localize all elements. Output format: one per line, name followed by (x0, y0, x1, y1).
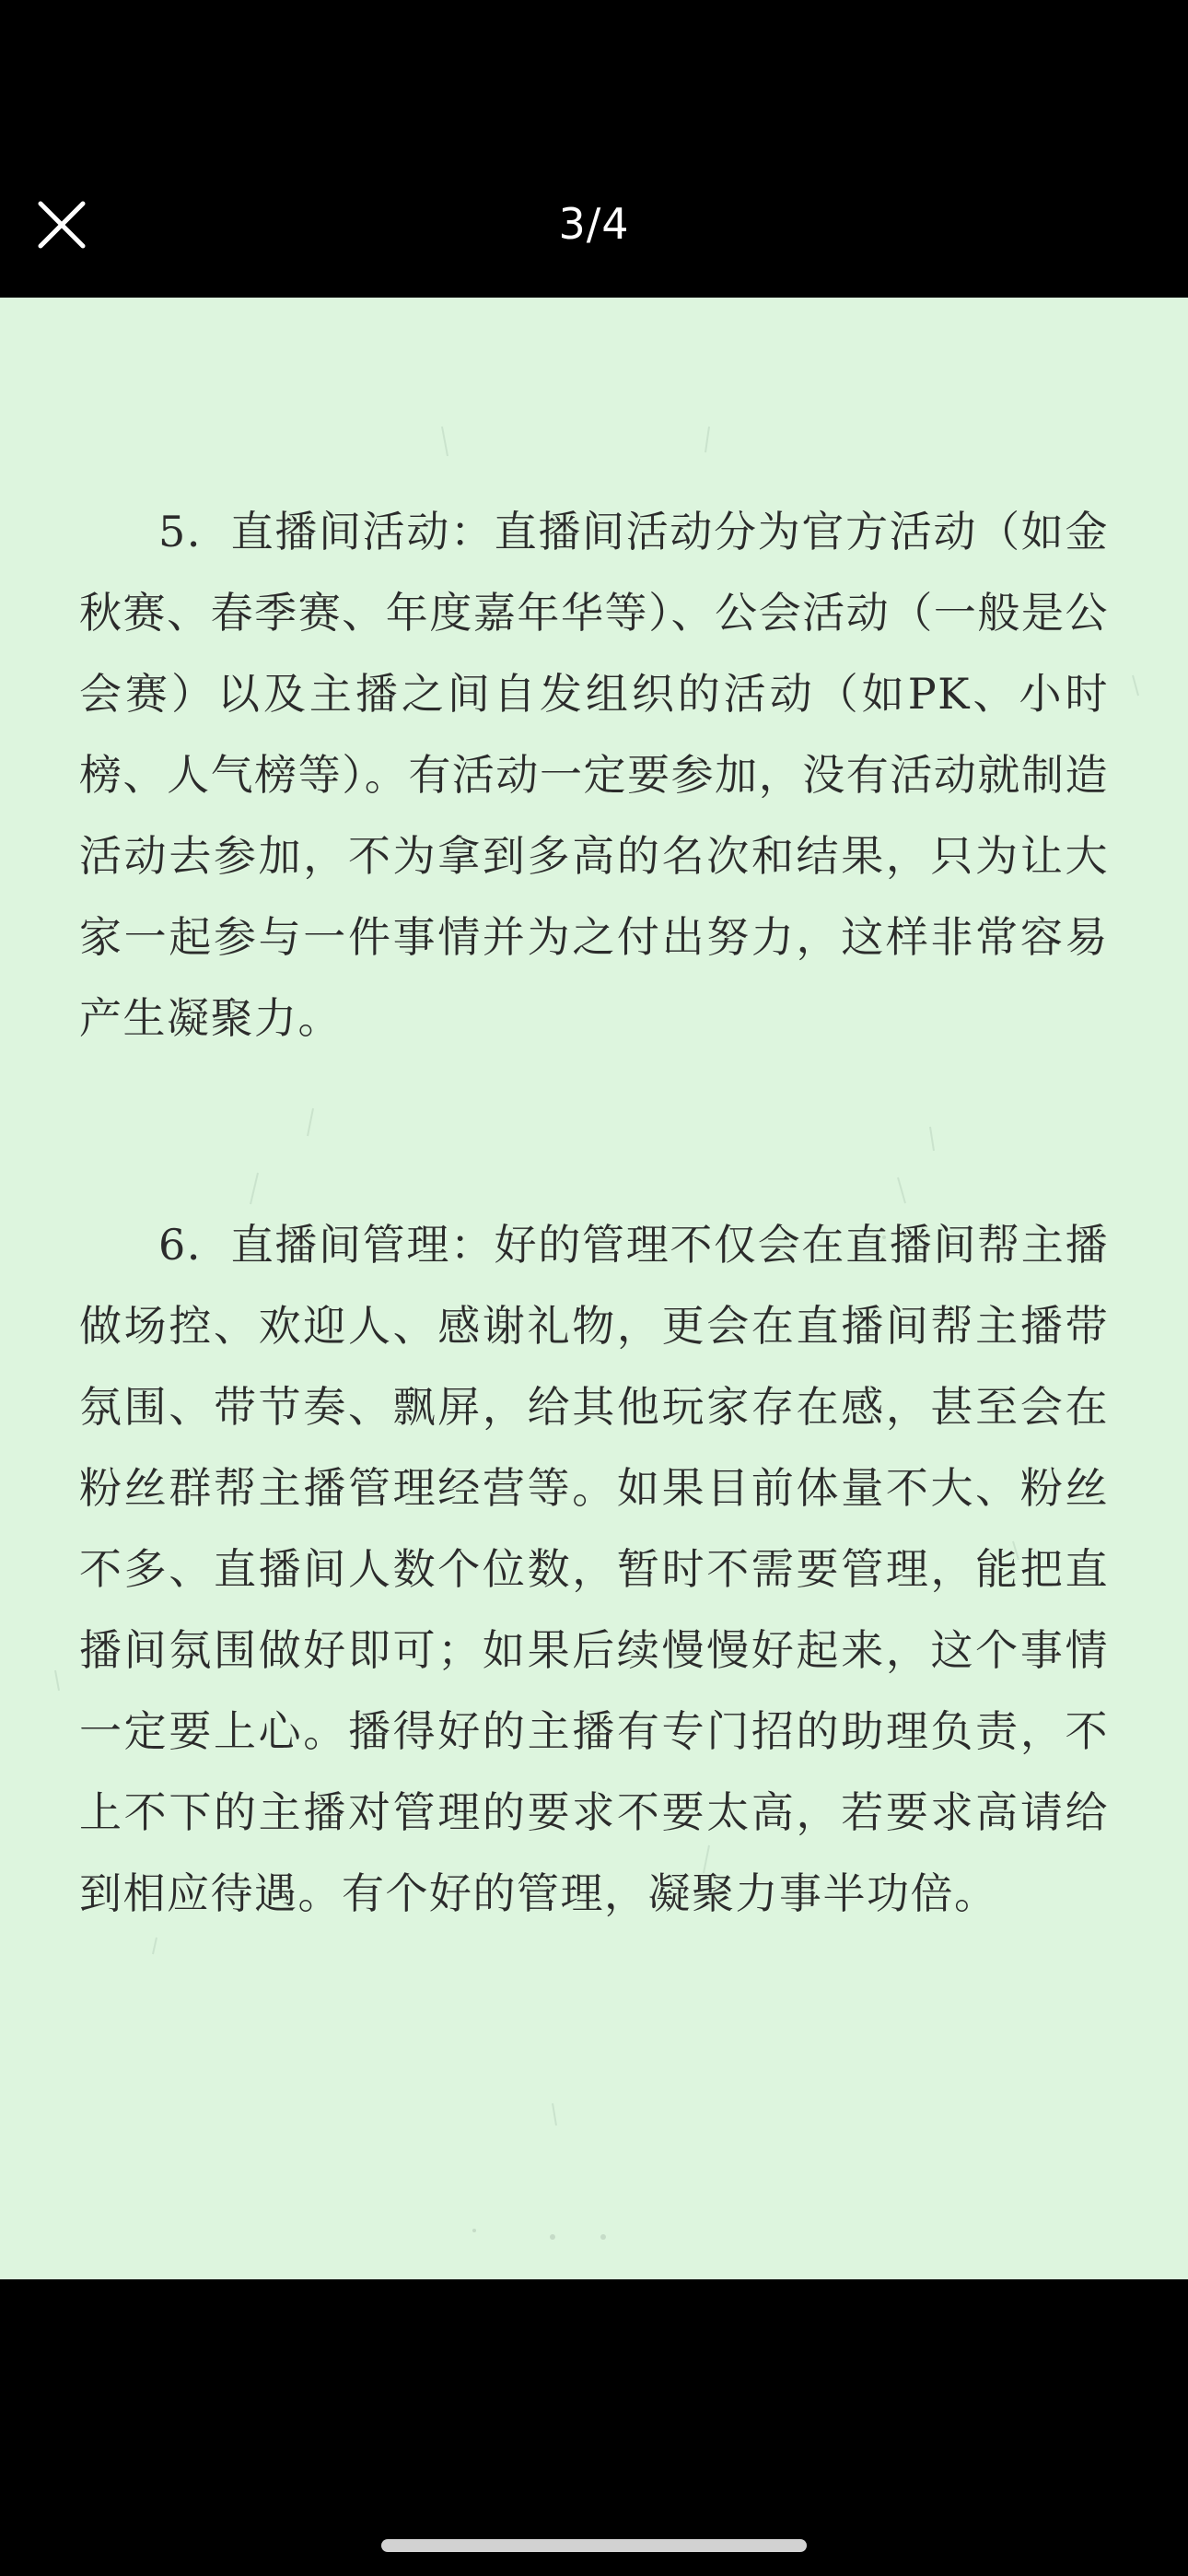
page-indicator: 3/4 (558, 199, 630, 249)
image-viewer-page[interactable] (0, 298, 1188, 2279)
paragraph-live-room-activities: 5．直播间活动：直播间活动分为官方活动（如金秋赛、春季赛、年度嘉年华等）、公会活动（一般是公会赛）以及主播之间自发组织的活动（如PK、小时榜、人气榜等）。有活动一定要参加，没有活动就制造活动去参加，不为拿到多高的名次和结果，只为让大家一起参与一件事情并为之付出努力，这样非常容易产生凝聚力。 (79, 507, 1109, 1043)
paragraph-live-room-management: 6．直播间管理：好的管理不仅会在直播间帮主播做场控、欢迎人、感谢礼物，更会在直播间帮主播带氛围、带节奏、飘屏，给其他玩家存在感，甚至会在粉丝群帮主播管理经营等。如果目前体量不大、粉丝不多、直播间人数个位数，暂时不需要管理，能把直播间氛围做好即可；如果后续慢慢好起来，这个事情一定要上心。播得好的主播有专门招的助理负责，不上不下的主播对管理的要求不要太高，若要求高请给到相应待遇。有个好的管理，凝聚力事半功倍。 (79, 1220, 1109, 1918)
home-indicator[interactable] (381, 2539, 807, 2552)
bottom-bar (0, 2279, 1188, 2576)
top-bar (0, 0, 1188, 298)
